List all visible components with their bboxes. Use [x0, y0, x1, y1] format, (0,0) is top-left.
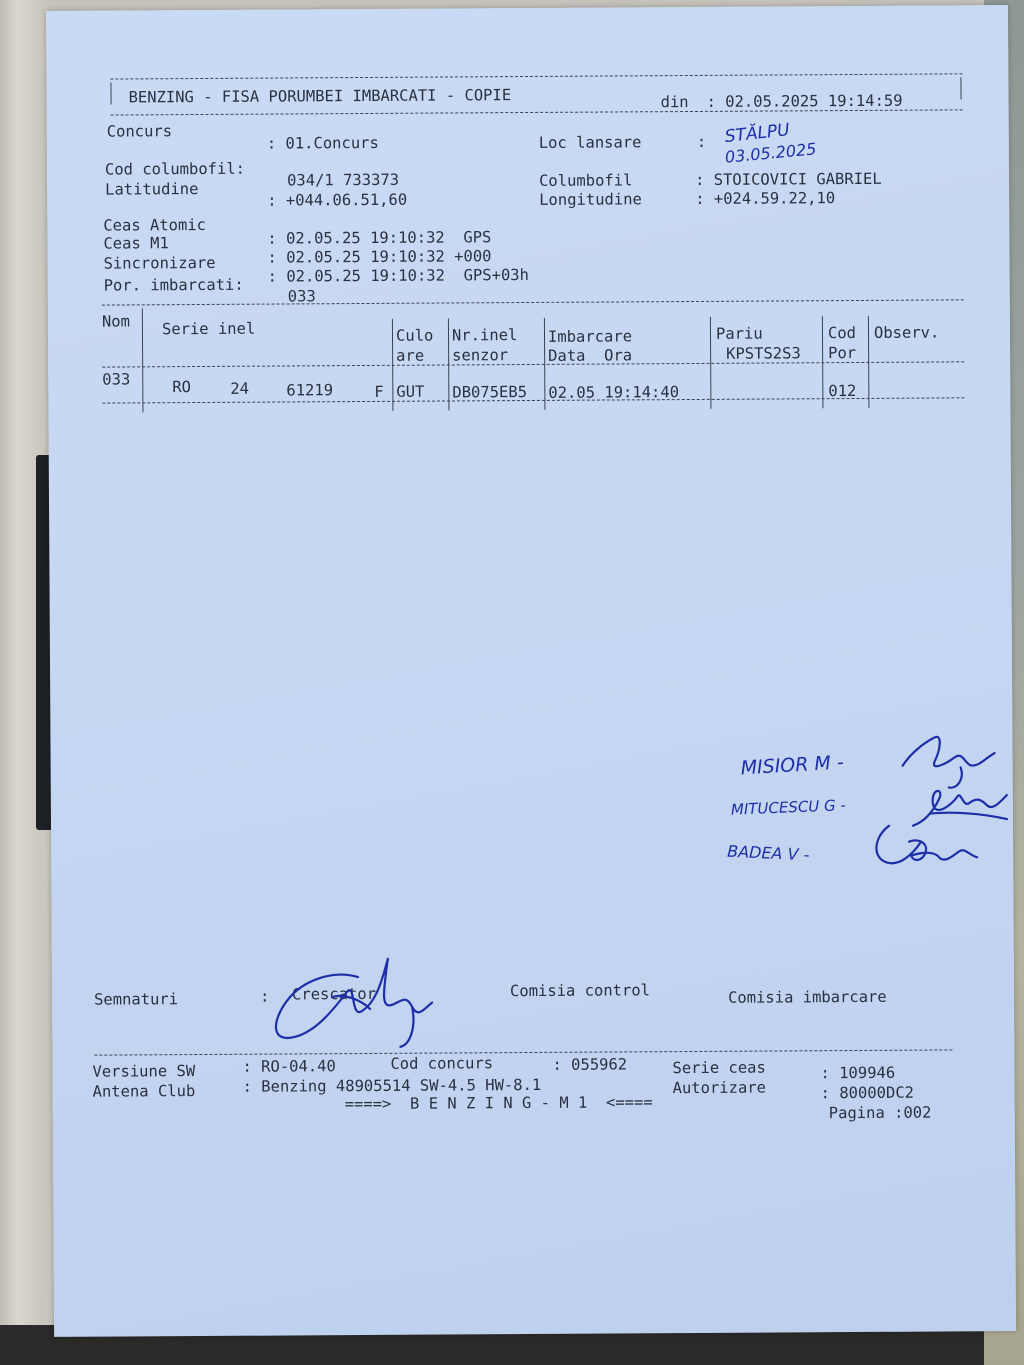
cell-country: RO	[172, 378, 192, 397]
versiune-sw-label: Versiune SW	[92, 1062, 196, 1081]
latitudine-label: Latitudine	[105, 180, 199, 199]
cell-cod-por: 012	[828, 381, 857, 401]
serie-ceas-label: Serie ceas	[672, 1058, 766, 1078]
cell-ring-number: 61219	[286, 381, 334, 400]
autorizare-label: Autorizare	[672, 1078, 766, 1098]
col-header-cod-1: Cod	[827, 323, 857, 343]
loc-lansare-handwritten: STĂLPU	[723, 120, 791, 148]
footer-rule	[94, 1049, 952, 1055]
document-title: BENZING - FISA PORUMBEI IMBARCATI - COPIE	[128, 86, 512, 107]
header-top-rule	[110, 73, 962, 79]
autorizare-value: : 80000DC2	[820, 1083, 915, 1103]
ceas-atomic-label: Ceas Atomic	[103, 215, 207, 235]
col-header-imbarcare-2: Data Ora	[548, 346, 633, 365]
signature-badea	[869, 815, 989, 876]
table-bottom-rule	[102, 397, 964, 403]
header-bottom-rule	[111, 109, 963, 115]
cell-imbarcare: 02.05 19:14:40	[548, 383, 680, 402]
concurs-value: : 01.Concurs	[266, 133, 379, 153]
serie-ceas-value: : 109946	[820, 1063, 896, 1083]
crescator-label: Crescator	[291, 984, 377, 1004]
comisia-imbarcare-label: Comisia imbarcare	[727, 987, 887, 1007]
col-header-culoare-1: Culo	[395, 326, 434, 345]
col-header-culoare-2: are	[396, 346, 425, 365]
por-imbarcati-value: 033	[287, 287, 316, 306]
semnaturi-sep: :	[259, 987, 270, 1006]
longitudine-value: : +024.59.22,10	[695, 189, 836, 208]
longitudine-label: Longitudine	[539, 190, 642, 209]
cell-sex: F	[374, 382, 384, 401]
ceas-m1-label: Ceas M1	[103, 234, 169, 253]
print-date: : 02.05.2025 19:14:59	[706, 91, 903, 111]
columbofil-label: Columbofil	[539, 171, 633, 190]
antena-club-value: : Benzing 48905514 SW-4.5 HW-8.1	[242, 1075, 542, 1096]
cod-concurs-value: : 055962	[552, 1055, 628, 1074]
benzing-banner: ====> B E N Z I N G - M 1 <====	[344, 1093, 653, 1114]
ceas-atomic-value: : 02.05.25 19:10:32 GPS	[267, 228, 492, 248]
table-top-rule	[102, 299, 964, 305]
semnaturi-label: Semnaturi	[93, 990, 179, 1009]
loc-lansare-label: Loc lansare	[538, 133, 642, 152]
col-header-pariu-2: KPSTS2S3	[726, 344, 801, 363]
col-header-observ: Observ.	[873, 323, 940, 342]
cod-concurs-label: Cod concurs	[390, 1054, 494, 1073]
versiune-sw-value: : RO-04.40	[242, 1057, 336, 1076]
por-imbarcati-label: Por. imbarcati:	[103, 275, 244, 295]
latitudine-value: : +044.06.51,60	[267, 190, 408, 210]
ceas-m1-value: : 02.05.25 19:10:32 +000	[267, 247, 492, 267]
loc-date-handwritten: 03.05.2025	[724, 139, 818, 167]
printed-sheet	[46, 5, 1016, 1337]
col-header-pariu-1: Pariu	[715, 324, 763, 343]
date-label: din	[660, 93, 689, 112]
col-header-nrinel-1: Nr.inel	[451, 326, 518, 345]
antena-club-label: Antena Club	[92, 1082, 196, 1101]
cod-columbofil-label: Cod columbofil:	[104, 159, 246, 179]
col-header-nom: Nom	[101, 312, 130, 331]
signature-crescator	[259, 949, 443, 1050]
cell-nom: 033	[102, 370, 131, 389]
cell-senzor: DB075EB5	[452, 383, 528, 402]
cell-year: 24	[230, 379, 250, 398]
cell-culoare: GUT	[396, 382, 425, 401]
header-left-bar	[110, 83, 111, 105]
loc-lansare-sep: :	[696, 132, 707, 151]
commission-name-2: MITUCESCU G -	[730, 796, 847, 819]
col-divider	[142, 308, 144, 412]
col-header-cod-2: Por	[828, 343, 857, 363]
page-number: Pagina :002	[828, 1103, 932, 1123]
col-header-nrinel-2: senzor	[452, 346, 509, 365]
comisia-control-label: Comisia control	[509, 981, 651, 1001]
concurs-label: Concurs	[106, 122, 173, 141]
sincronizare-value: : 02.05.25 19:10:32 GPS+03h	[267, 265, 529, 286]
table-header-rule	[102, 361, 964, 367]
col-header-imbarcare-1: Imbarcare	[547, 327, 633, 346]
commission-name-3: BADEA V -	[726, 841, 810, 865]
cod-columbofil-value: 034/1 733373	[286, 170, 400, 190]
sincronizare-label: Sincronizare	[103, 253, 216, 273]
commission-name-1: MISIOR M -	[740, 751, 845, 780]
header-right-bar	[960, 77, 961, 99]
col-header-serie: Serie inel	[161, 319, 256, 339]
columbofil-value: : STOICOVICI GABRIEL	[694, 169, 882, 189]
